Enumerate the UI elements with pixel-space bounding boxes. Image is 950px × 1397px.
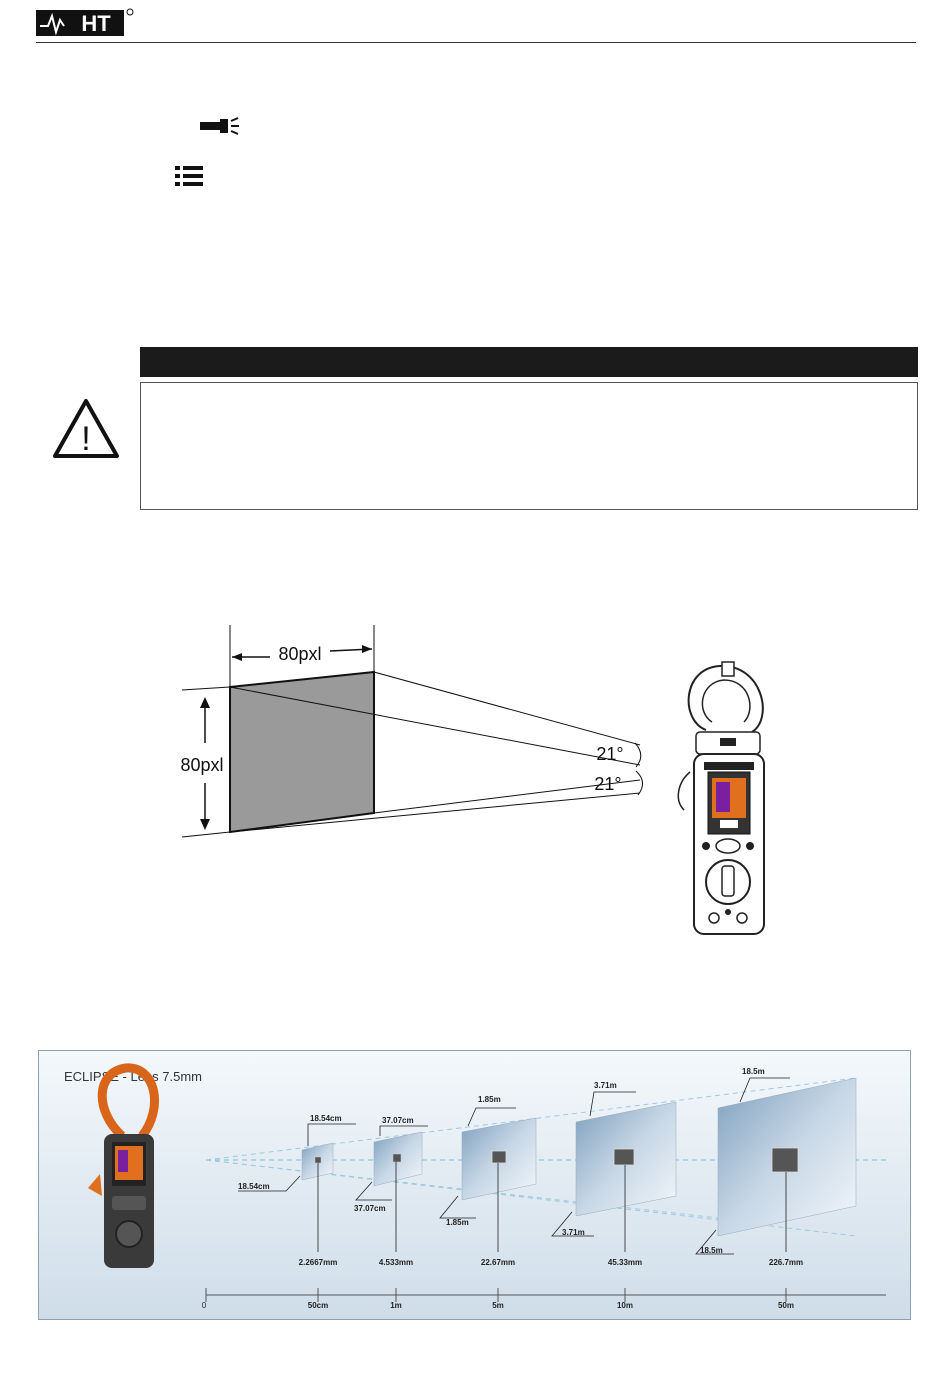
frame-1-width: 18.54cm xyxy=(310,1114,342,1123)
eclipse-lens-panel xyxy=(38,1050,911,1320)
clamp-meter-drawing xyxy=(670,660,782,940)
frame-1-pixel: 2.2667mm xyxy=(298,1258,338,1267)
frame-5-distance: 50m xyxy=(777,1301,795,1310)
menu-list-icon xyxy=(175,165,203,187)
frame-2-height: 37.07cm xyxy=(354,1204,386,1213)
frame-4-height: 3.71m xyxy=(562,1228,585,1237)
fov-angle-bottom: 21° xyxy=(594,774,622,794)
axis-origin-label: 0 xyxy=(201,1301,207,1310)
frame-3-height: 1.85m xyxy=(446,1218,469,1227)
frame-5-height: 18.5m xyxy=(700,1246,723,1255)
frame-3-distance: 5m xyxy=(492,1301,504,1310)
frame-4-distance: 10m xyxy=(616,1301,634,1310)
frame-2-distance: 1m xyxy=(390,1301,402,1310)
frame-1-height: 18.54cm xyxy=(238,1182,270,1191)
frame-4-pixel: 45.33mm xyxy=(607,1258,643,1267)
logo-text: HT xyxy=(81,11,111,36)
torch-icon xyxy=(200,117,240,135)
header-rule xyxy=(36,42,916,43)
fov-height-label: 80pxl xyxy=(180,755,224,775)
frame-4-width: 3.71m xyxy=(594,1081,617,1090)
frame-1-distance: 50cm xyxy=(307,1301,329,1310)
frame-5-width: 18.5m xyxy=(742,1067,765,1076)
frame-3-width: 1.85m xyxy=(478,1095,501,1104)
warning-exclamation: ! xyxy=(81,420,91,458)
warning-triangle-icon xyxy=(52,398,120,460)
frame-2-pixel: 4.533mm xyxy=(378,1258,414,1267)
ht-logo xyxy=(36,6,136,38)
frame-3-pixel: 22.67mm xyxy=(480,1258,516,1267)
fov-target-square xyxy=(230,672,374,832)
fov-width-label: 80pxl xyxy=(278,644,322,664)
eclipse-title: ECLIPSE - Lens 7.5mm xyxy=(64,1069,202,1084)
warning-header-bar xyxy=(140,347,918,377)
frame-5-pixel: 226.7mm xyxy=(768,1258,804,1267)
fov-angle-top: 21° xyxy=(596,744,624,764)
warning-box xyxy=(140,382,918,510)
frame-2-width: 37.07cm xyxy=(382,1116,414,1125)
fov-diagram xyxy=(170,615,680,855)
